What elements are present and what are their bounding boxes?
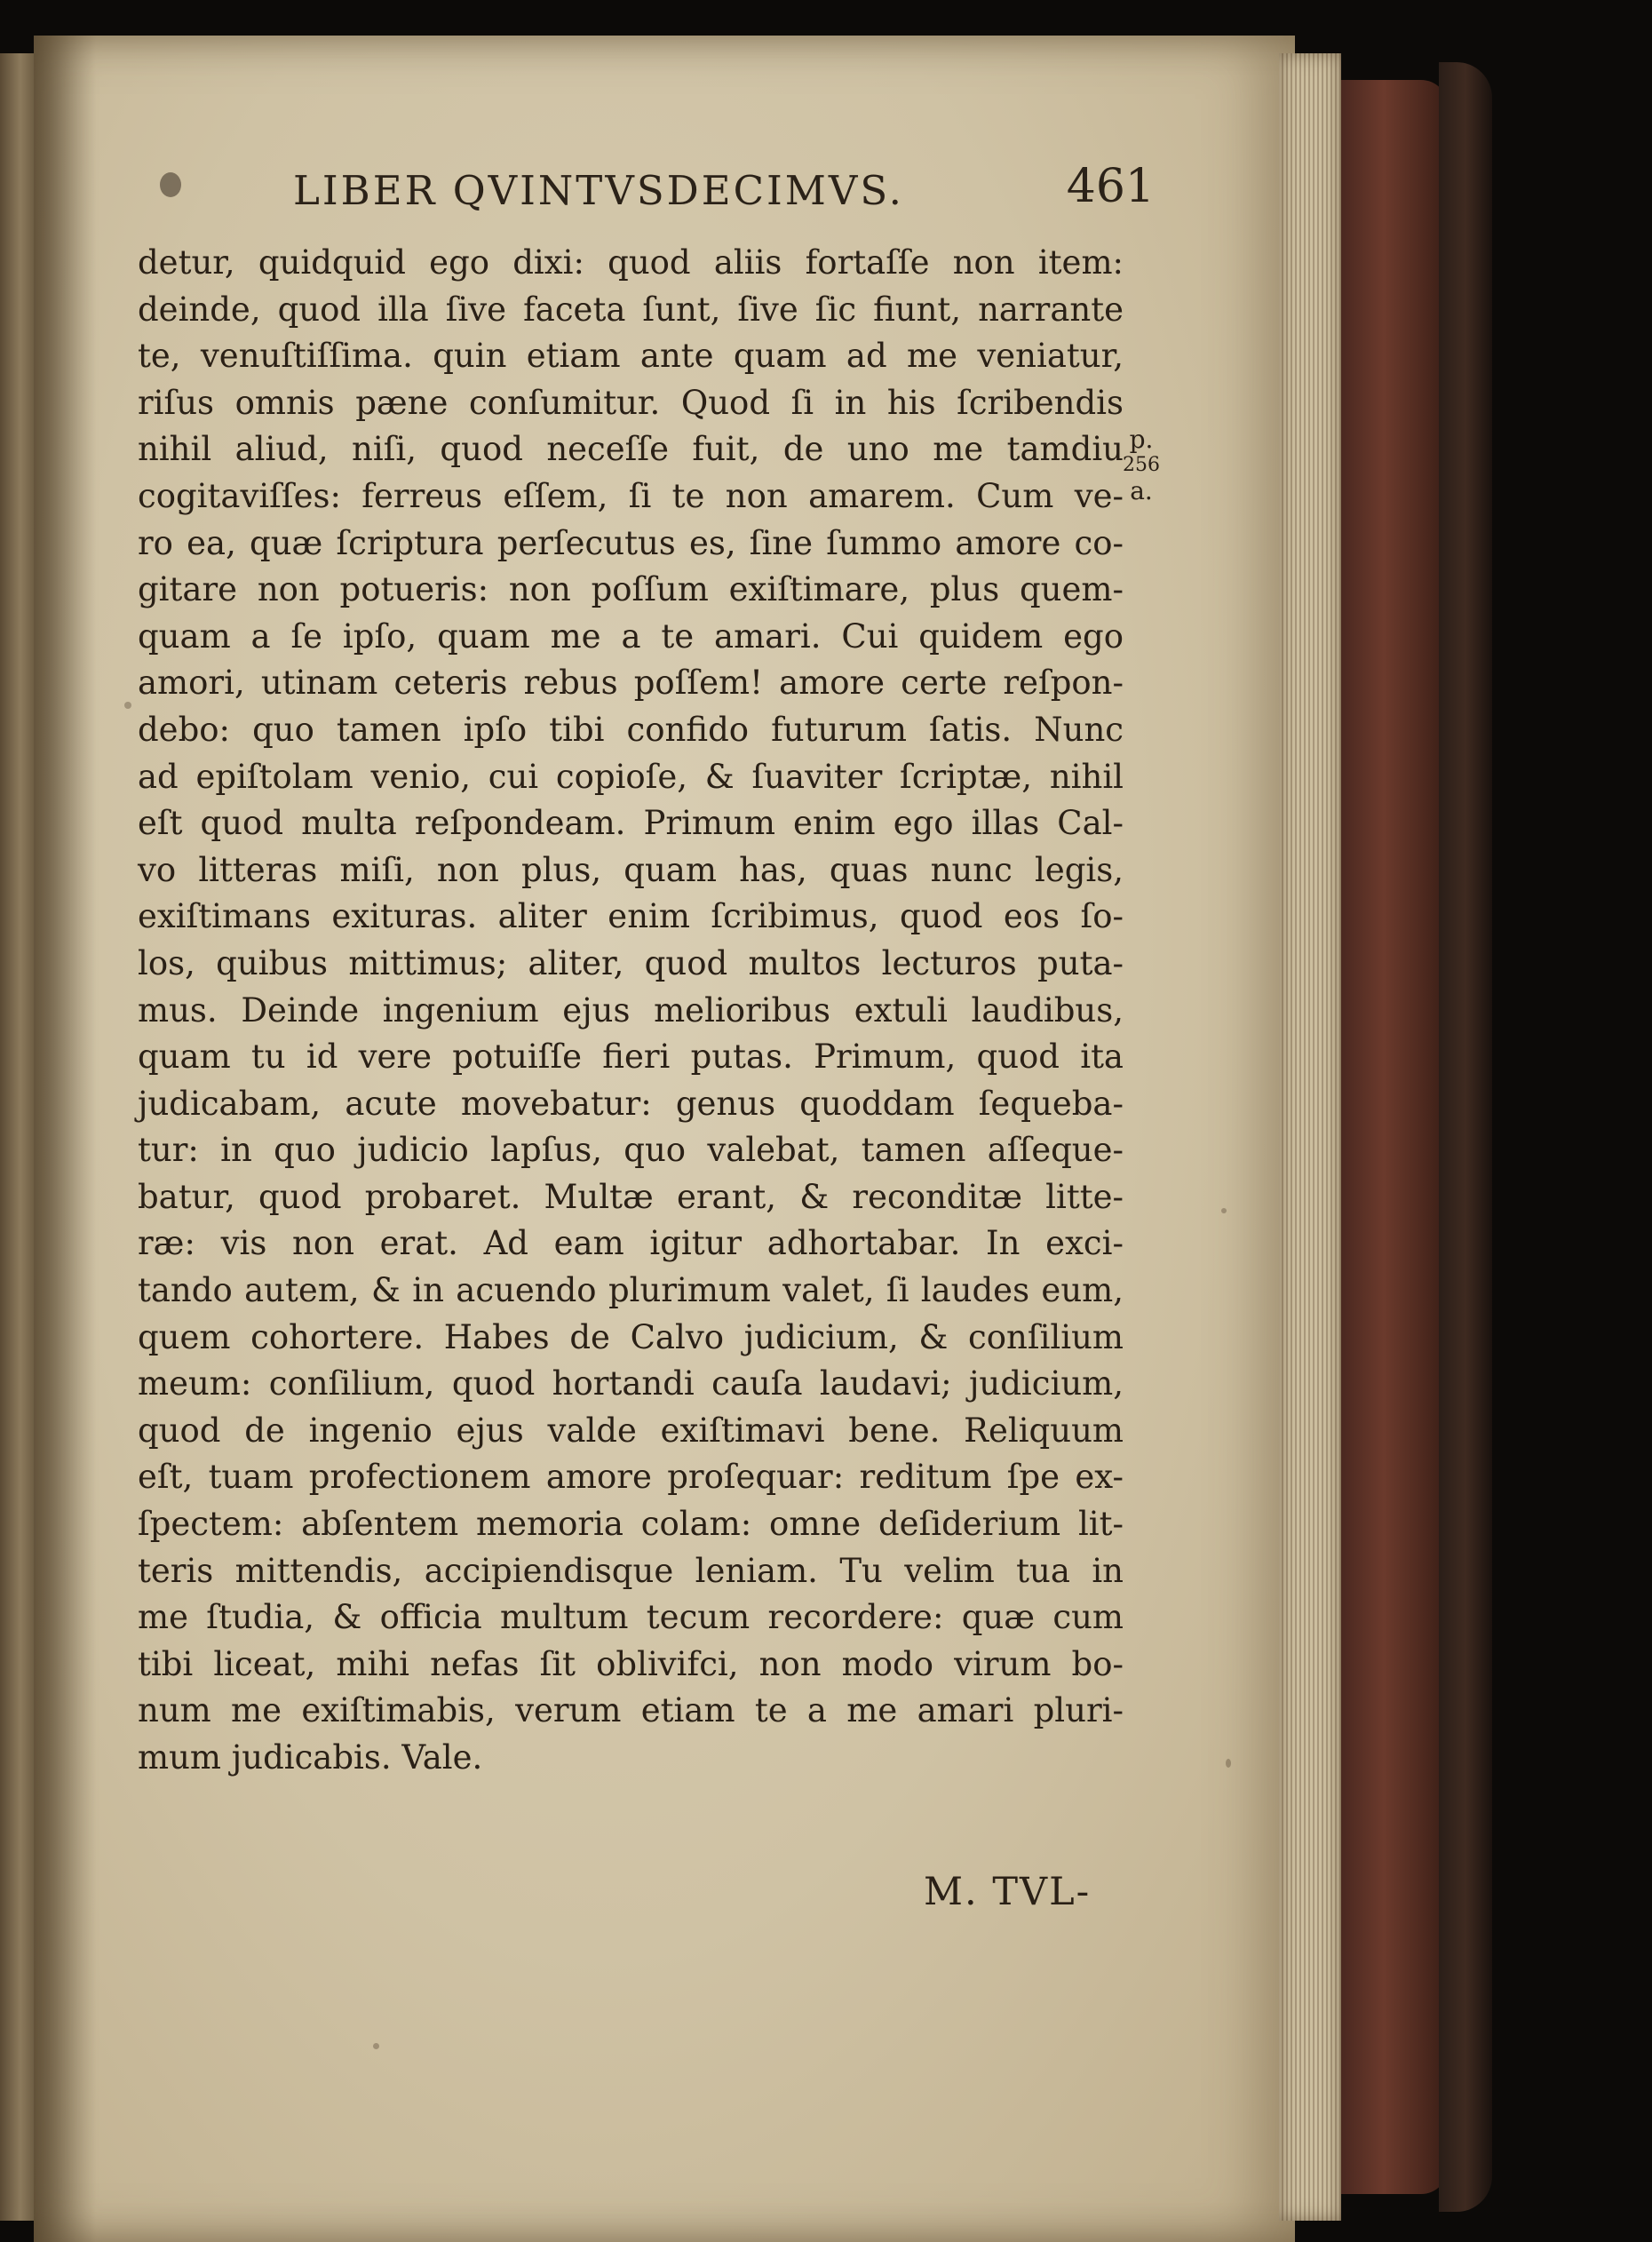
text-line: eſt, tuam profectionem amore proſequar: reditum ſpe ex-: [138, 1458, 1124, 1497]
text-line: te, venuſtiſſima. quin etiam ante quam ad me veniatur,: [138, 337, 1124, 376]
text-line: riſus omnis pæne conſumitur. Quod ſi in his ſcribendis: [138, 383, 1124, 422]
gutter-shadow: [34, 36, 96, 2242]
text-line: mus. Deinde ingenium ejus melioribus extuli laudibus,: [138, 990, 1124, 1030]
ornament-icon: [160, 172, 181, 197]
text-line: los, quibus mittimus; aliter, quod multos lecturos puta-: [138, 943, 1124, 982]
text-line: ad epiſtolam venio, cui copioſe, & ſuaviter ſcriptæ, nihil: [138, 757, 1124, 796]
paper-speck: [1221, 1208, 1227, 1213]
page-number: 461: [1066, 160, 1155, 213]
text-line: mum judicabis. Vale.: [138, 1738, 483, 1777]
text-line: judicabam, acute movebatur: genus quoddam ſequeba-: [138, 1084, 1124, 1123]
text-line: batur, quod probaret. Multæ erant, & reconditæ litte-: [138, 1177, 1124, 1216]
text-line: eſt quod multa reſpondeam. Primum enim ego illas Cal-: [138, 804, 1124, 843]
text-line: ro ea, quæ ſcriptura perſecutus es, ſine ſummo amore co-: [138, 523, 1124, 562]
catchword: M. TVL-: [924, 1870, 1092, 1914]
text-line: teris mittendis, accipiendisque leniam. Tu velim tua in: [138, 1551, 1124, 1590]
text-line: quam tu id vere potuiſſe fieri putas. Primum, quod ita: [138, 1038, 1124, 1077]
text-line: vo litteras miſi, non plus, quam has, quas nunc legis,: [138, 850, 1124, 889]
text-line: debo: quo tamen ipſo tibi confido futurum ſatis. Nunc: [138, 710, 1124, 749]
text-line: cogitaviſſes: ferreus eſſem, ſi te non amarem. Cum ve-: [138, 476, 1124, 515]
text-line: quod de ingenio ejus valde exiſtimavi bene. Reliquum: [138, 1411, 1124, 1450]
red-page-edge: [1341, 80, 1448, 2194]
text-line: gitare non potueris: non poſſum exiſtimare, plus quem-: [138, 570, 1124, 609]
margin-note-line: 256: [1123, 454, 1160, 476]
book-cover-edge: [1439, 62, 1492, 2212]
margin-note: [1115, 425, 1168, 506]
running-head-title: LIBER QVINTVSDECIMVS.: [293, 167, 904, 214]
text-line: detur, quidquid ego dixi: quod aliis fortaſſe non item:: [138, 243, 1124, 282]
margin-note-line: p.: [1129, 425, 1154, 454]
text-line: tibi liceat, mihi nefas ſit oblivifci, non modo virum bo-: [138, 1644, 1124, 1683]
running-head: [160, 160, 1155, 222]
text-line: tur: in quo judicio lapſus, quo valebat, tamen aſſeque-: [138, 1131, 1124, 1170]
page-stack-edges: [1279, 53, 1341, 2221]
text-line: num me exiſtimabis, verum etiam te a me amari pluri-: [138, 1691, 1124, 1730]
text-line: exiſtimans exituras. aliter enim ſcribimus, quod eos ſo-: [138, 897, 1124, 936]
previous-page-edge: [0, 53, 34, 2221]
text-line: quam a ſe ipſo, quam me a te amari. Cui quidem ego: [138, 616, 1124, 656]
text-line: me ſtudia, & officia multum tecum recordere: quæ cum: [138, 1598, 1124, 1637]
text-line: meum: conſilium, quod hortandi cauſa laudavi; judicium,: [138, 1364, 1124, 1403]
margin-note-line: a.: [1130, 476, 1153, 505]
text-line: nihil aliud, niſi, quod neceſſe fuit, de uno me tamdiu: [138, 430, 1124, 469]
paper-speck: [373, 2043, 379, 2049]
text-line: deinde, quod illa ſive faceta ſunt, ſive ſic fiunt, narrante: [138, 290, 1124, 329]
text-line: quem cohortere. Habes de Calvo judicium, & conſilium: [138, 1317, 1124, 1356]
text-line: ſpectem: abſentem memoria colam: omne deſiderium lit-: [138, 1505, 1124, 1544]
body-text: [138, 240, 1124, 1782]
text-line: amori, utinam ceteris rebus poſſem! amore certe reſpon-: [138, 664, 1124, 703]
text-line: tando autem, & in acuendo plurimum valet, ſi laudes eum,: [138, 1271, 1124, 1310]
paper-speck: [1226, 1759, 1231, 1768]
text-line: ræ: vis non erat. Ad eam igitur adhortabar. In exci-: [138, 1224, 1124, 1263]
paper-speck: [124, 702, 131, 709]
